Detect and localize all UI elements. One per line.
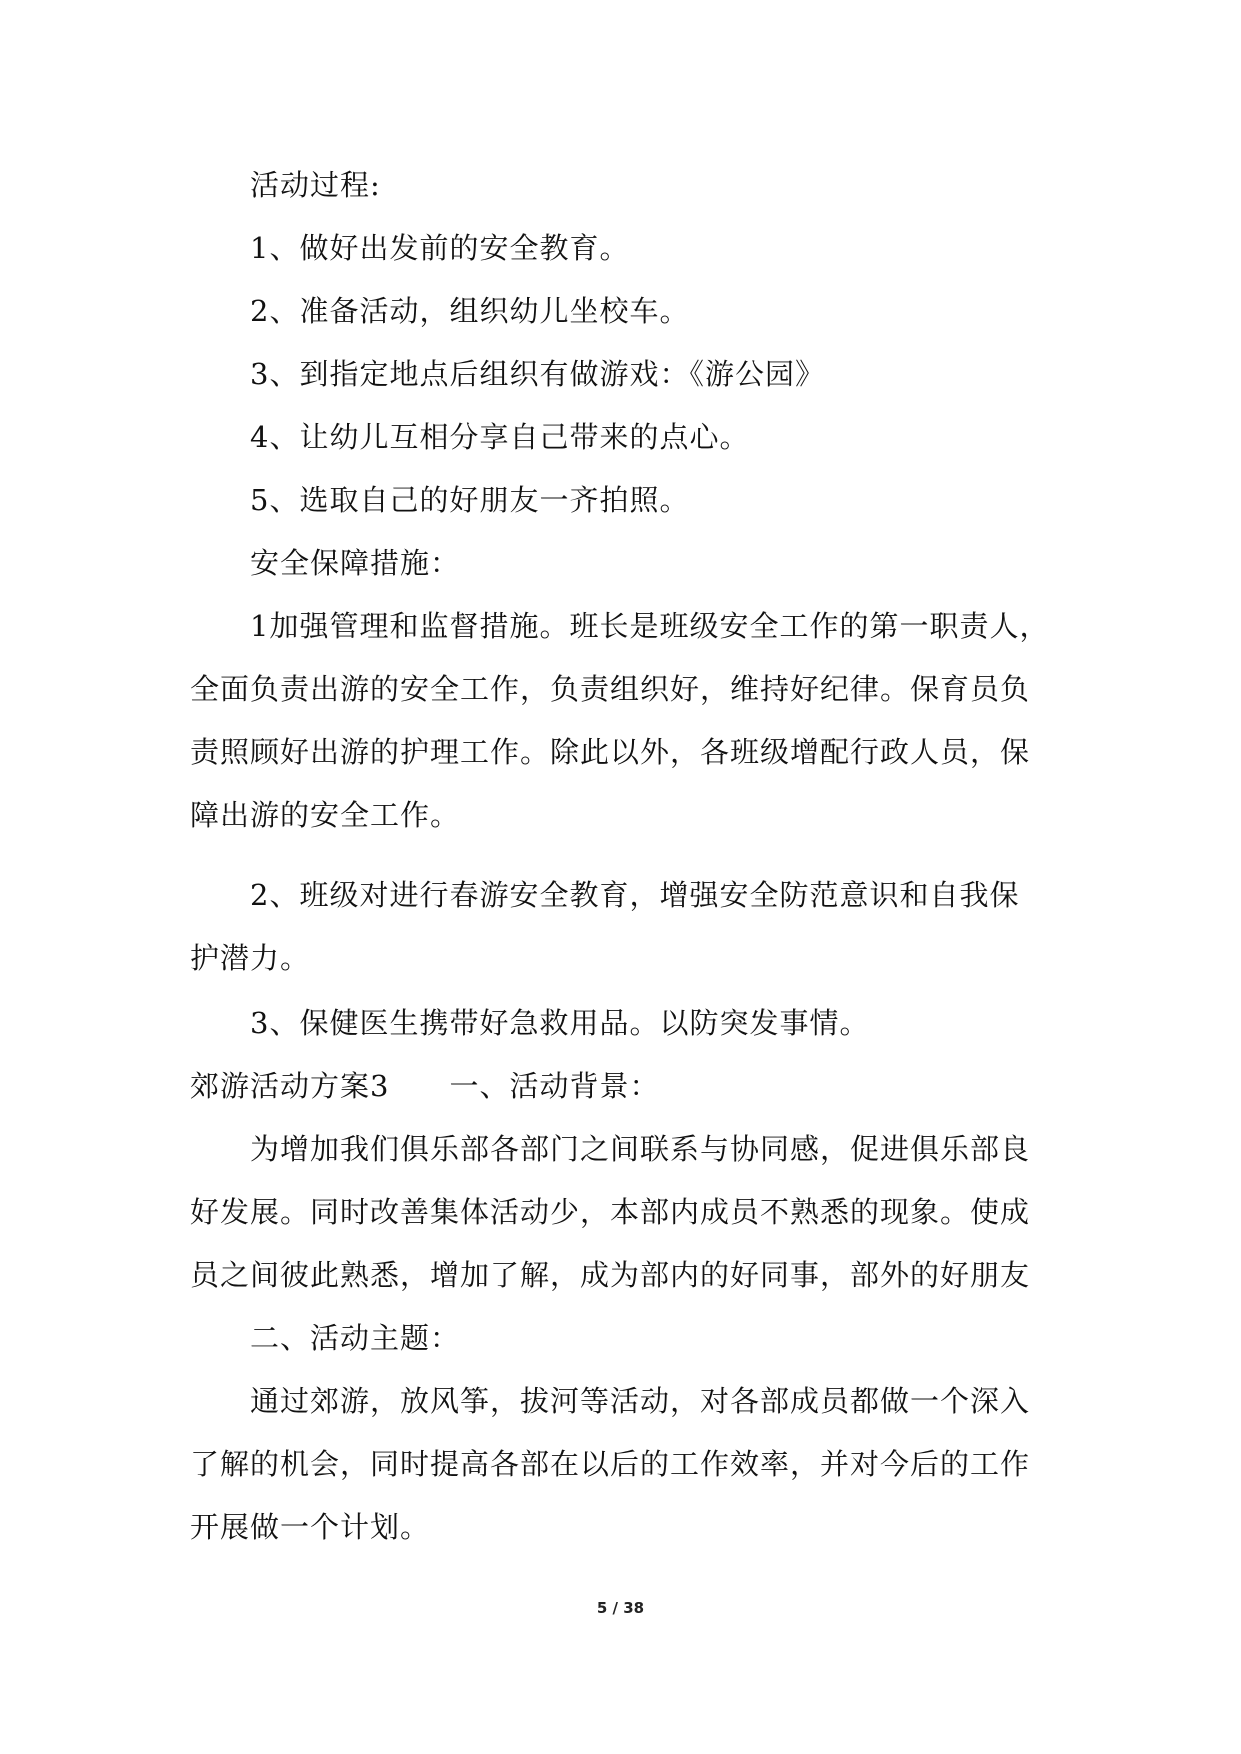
list-item: 4、让幼儿互相分享自己带来的点心。: [250, 420, 750, 454]
paragraph-line: 好发展。同时改善集体活动少，本部内成员不熟悉的现象。使成: [190, 1195, 1031, 1229]
paragraph-line: 3、保健医生携带好急救用品。以防突发事情。: [250, 1006, 870, 1040]
paragraph-line: 通过郊游，放风筝，拔河等活动，对各部成员都做一个深入: [250, 1384, 1031, 1418]
paragraph-line: 开展做一个计划。: [190, 1510, 431, 1544]
list-item: 2、准备活动，组织幼儿坐校车。: [250, 294, 690, 328]
page-number: 5 / 38: [596, 1599, 645, 1617]
paragraph-line: 为增加我们俱乐部各部门之间联系与协同感，促进俱乐部良: [250, 1132, 1031, 1166]
section-heading-process: 活动过程:: [250, 168, 381, 202]
paragraph-line: 员之间彼此熟悉，增加了解，成为部内的好同事，部外的好朋友: [190, 1258, 1031, 1292]
paragraph-line: 了解的机会，同时提高各部在以后的工作效率，并对今后的工作: [190, 1447, 1031, 1481]
list-item: 5、选取自己的好朋友一齐拍照。: [250, 483, 690, 517]
paragraph-line: 1加强管理和监督措施。班长是班级安全工作的第一职责人，: [250, 609, 1050, 643]
section-heading-safety: 安全保障措施：: [250, 546, 461, 580]
section-heading-theme: 二、活动主题：: [250, 1321, 461, 1355]
list-item: 3、到指定地点后组织有做游戏：《游公园》: [250, 357, 825, 391]
paragraph-line: 2、班级对进行春游安全教育，增强安全防范意识和自我保: [250, 878, 1020, 912]
paragraph-line: 障出游的安全工作。: [190, 798, 461, 832]
section-heading-plan3: 郊游活动方案3 一、活动背景：: [190, 1069, 660, 1103]
paragraph-line: 责照顾好出游的护理工作。除此以外，各班级增配行政人员，保: [190, 735, 1031, 769]
list-item: 1、做好出发前的安全教育。: [250, 231, 630, 265]
paragraph-line: 护潜力。: [190, 941, 311, 975]
paragraph-line: 全面负责出游的安全工作，负责组织好，维持好纪律。保育员负: [190, 672, 1031, 706]
